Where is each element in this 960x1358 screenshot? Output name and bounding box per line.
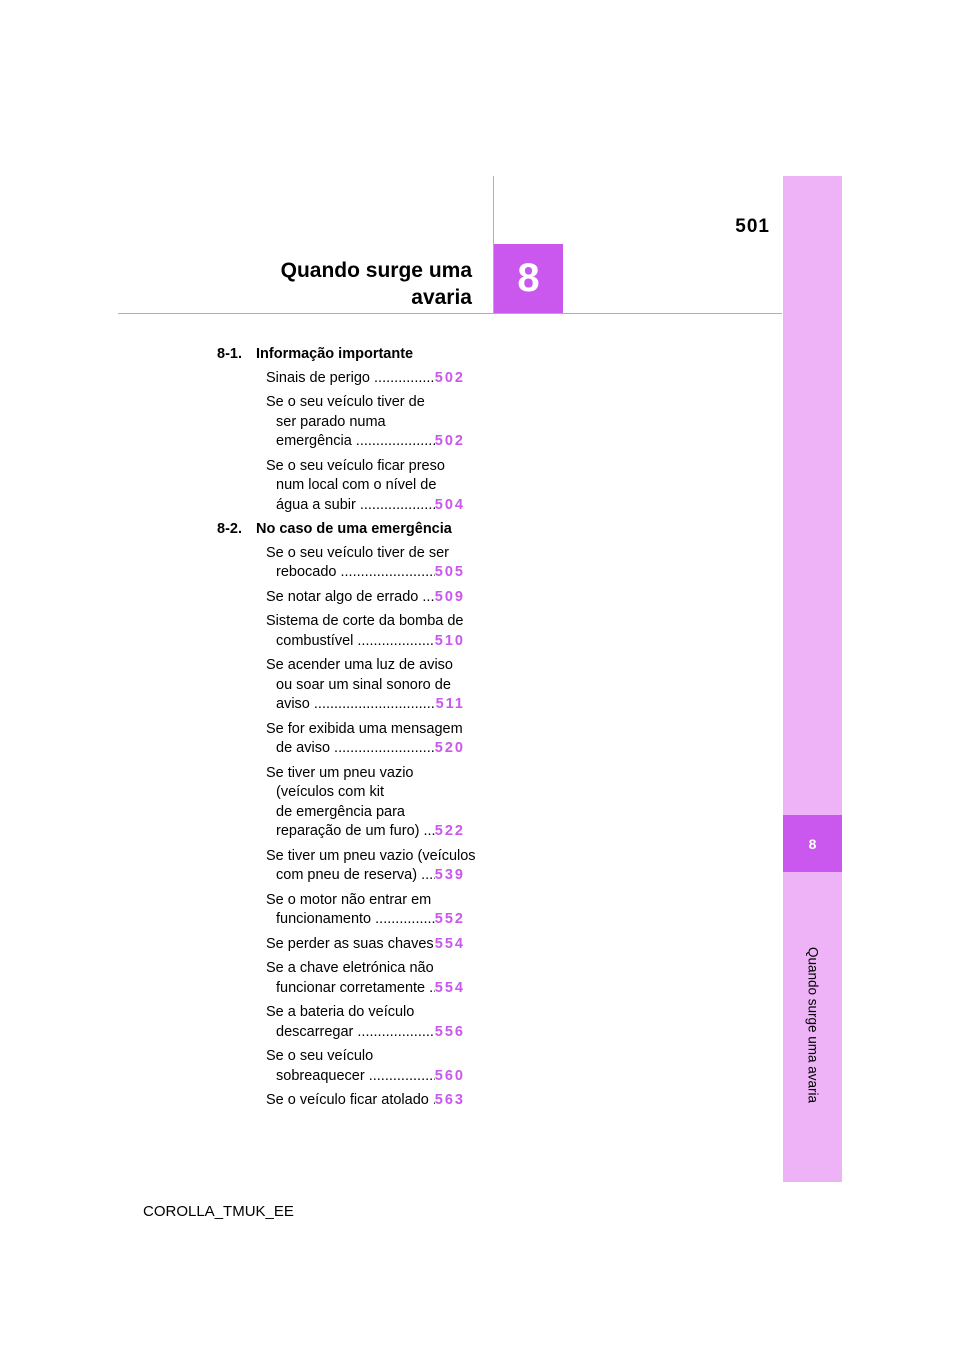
toc-page-link[interactable]: 554 [434, 979, 465, 996]
toc-page-link[interactable]: 556 [434, 1023, 465, 1040]
toc-entry[interactable] [217, 393, 467, 452]
toc-entry-last-line [266, 822, 465, 842]
toc-entry-line: ser parado numa [276, 413, 386, 430]
page-number: 501 [735, 216, 770, 237]
toc-page-link[interactable]: 504 [434, 496, 465, 513]
toc-entry-last-line [266, 1023, 465, 1043]
toc-entry-text: funcionar corretamente ..... [276, 979, 435, 999]
toc-page-link[interactable]: 511 [435, 696, 465, 712]
toc-entry[interactable] [217, 891, 467, 930]
toc-entry-line: Se acender uma luz de aviso [266, 657, 453, 673]
toc-entry[interactable] [217, 544, 467, 583]
toc-entry-line: Se tiver um pneu vazio (veículos [266, 847, 476, 864]
side-tab-label-text: Quando surge uma avaria [805, 946, 820, 1104]
toc-entry-text: com pneu de reserva) ..... [276, 866, 435, 886]
toc-entry[interactable] [217, 935, 467, 955]
toc-page-link[interactable]: 505 [434, 564, 465, 580]
toc-entry[interactable] [217, 764, 467, 842]
toc-entry-last-line [266, 563, 465, 583]
toc-entry[interactable] [217, 369, 467, 389]
toc-entry-last-line [266, 1067, 465, 1087]
toc-page-link[interactable]: 509 [434, 588, 465, 605]
toc-entry-text: funcionamento ..... [276, 910, 435, 930]
toc-entry-line: de emergência para [276, 803, 405, 820]
toc-entry-line: Se tiver um pneu vazio [266, 764, 414, 781]
toc-entry-line: num local com o nível de [276, 477, 437, 493]
toc-entry-text: aviso ..... [276, 695, 436, 715]
toc-entry-last-line [266, 935, 465, 955]
toc-page-link[interactable]: 510 [434, 632, 465, 649]
toc-page-link[interactable]: 520 [434, 740, 465, 756]
toc-entry[interactable] [217, 959, 467, 998]
toc-entry-text: água a subir ..... [276, 496, 435, 516]
toc-entry-line: ou soar um sinal sonoro de [276, 676, 451, 693]
toc-entry-last-line [266, 979, 465, 999]
toc-page-link[interactable]: 502 [434, 369, 465, 386]
toc-entry-text: Se perder as suas chaves ..... [266, 935, 435, 955]
toc-entry-text: emergência ..... [276, 432, 435, 452]
toc-entry-text: Sinais de perigo ..... [266, 369, 435, 389]
toc-section-heading [217, 520, 467, 540]
toc-entry-last-line [266, 1091, 465, 1111]
toc-entry-line: Se a chave eletrónica não [266, 960, 434, 976]
toc-section-title: No caso de uma emergência [256, 521, 452, 537]
toc-page-link[interactable]: 560 [434, 1067, 465, 1084]
table-of-contents [217, 345, 476, 1116]
toc-page-link[interactable]: 522 [434, 823, 465, 839]
toc-entry-last-line [266, 866, 465, 886]
toc-entry-text: de aviso ..... [276, 739, 435, 759]
toc-entry[interactable] [217, 1003, 467, 1042]
toc-section-heading [217, 345, 467, 365]
toc-entry-last-line [266, 496, 465, 516]
toc-entry-last-line [266, 369, 465, 389]
toc-entry-line: Se o motor não entrar em [266, 891, 432, 908]
toc-page-link[interactable]: 539 [434, 867, 465, 883]
toc-entry-last-line [266, 432, 465, 452]
toc-entry-text: reparação de um furo) ..... [276, 822, 435, 842]
toc-entry-line: Se o seu veículo tiver de ser [266, 544, 449, 561]
toc-entry-text: sobreaquecer ..... [276, 1067, 435, 1087]
toc-entry-line: Sistema de corte da bomba de [266, 613, 464, 629]
header-horizontal-rule [118, 313, 782, 314]
footer-code: COROLLA_TMUK_EE [143, 1203, 294, 1220]
toc-section-number: 8-2. [217, 521, 242, 537]
toc-page-link[interactable]: 554 [434, 935, 465, 952]
toc-section-number: 8-1. [217, 346, 242, 362]
toc-entry-line: Se o seu veículo ficar preso [266, 457, 445, 474]
toc-entry-text: combustível ..... [276, 632, 435, 652]
toc-entry-line: (veículos com kit [276, 784, 384, 800]
toc-entry-text: Se o veículo ficar atolado ..... [266, 1091, 435, 1111]
toc-entry[interactable] [217, 612, 467, 651]
toc-entry-text: Se notar algo de errado ..... [266, 588, 435, 608]
chapter-number-box: 8 [494, 244, 563, 313]
toc-entry-text: descarregar ..... [276, 1023, 435, 1043]
toc-entry[interactable] [217, 847, 476, 886]
toc-entry-last-line [266, 588, 465, 608]
toc-page-link[interactable]: 502 [434, 433, 465, 449]
toc-entry[interactable] [217, 720, 467, 759]
chapter-title [200, 257, 472, 311]
toc-entry-last-line [266, 695, 465, 715]
toc-page-link[interactable]: 563 [434, 1092, 465, 1108]
chapter-title-line1: Quando surge uma [280, 259, 472, 282]
toc-page-link[interactable]: 552 [434, 911, 465, 927]
toc-section-title: Informação importante [256, 346, 414, 362]
toc-entry-line: Se o seu veículo tiver de [266, 394, 425, 410]
toc-entry[interactable] [217, 588, 467, 608]
side-tab-number: 8 [783, 815, 842, 872]
side-tab-label [783, 880, 842, 1170]
chapter-title-line2: avaria [411, 286, 472, 309]
toc-entry-line: Se o seu veículo [266, 1048, 374, 1064]
toc-entry-line: Se a bateria do veículo [266, 1004, 415, 1020]
toc-entry-last-line [266, 632, 465, 652]
toc-entry-line: Se for exibida uma mensagem [266, 720, 463, 737]
toc-entry-last-line [266, 910, 465, 930]
toc-entry[interactable] [217, 656, 467, 715]
toc-entry[interactable] [217, 1047, 467, 1086]
toc-entry-text: rebocado ..... [276, 563, 435, 583]
toc-entry-last-line [266, 739, 465, 759]
toc-entry[interactable] [217, 457, 467, 516]
toc-entry[interactable] [217, 1091, 467, 1111]
